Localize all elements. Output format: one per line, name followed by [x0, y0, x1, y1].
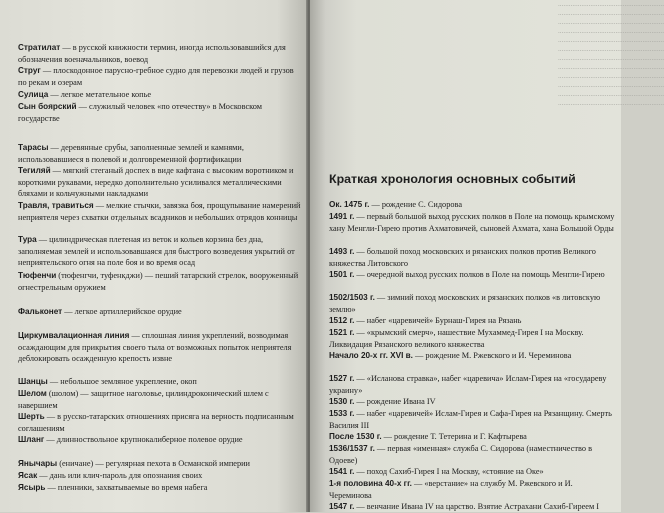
left-page — [0, 0, 308, 512]
chronology-event: 1512 г. — набег «царевичей» Бурнаш-Гирея на Рязань — [329, 316, 522, 325]
chronology-event: Ок. 1475 г. — рождение С. Сидорова — [329, 200, 462, 209]
chronology-event: 1547 г. — венчание Ивана IV на царство. Взятие Астрахани Сахиб-Гиреем I — [329, 502, 600, 511]
chronology-event: 1521 г. — «крымский смерч», нашествие Мухаммед-Гирея I на Москву. Ликвидация Рязанского великого княжества — [329, 328, 584, 349]
glossary-entry: Стратилат — в русской книжности термин, иногда использовавшийся для обозначения военачальников, воевод — [18, 43, 286, 64]
glossary-entry: Тегиляй — мягкий стеганый доспех в виде кафтана с высоким воротником и короткими рукавами, нередко дополнительно усиливался металлическими бляхами и кольчужными накладками — [18, 166, 294, 199]
glossary-entry: Шелом (шолом) — защитное наголовье, цилиндроконический шлем с навершием — [18, 389, 269, 410]
chronology-title: Краткая хронология основных событий — [329, 172, 576, 186]
chronology-event: 1-я половина 40-х гг. — «верстание» на службу М. Ржевского и И. Череминова — [329, 479, 573, 500]
chronology-event: 1533 г. — набег «царевичей» Ислам-Гирея и Сафа-Гирея на Рязанщину. Смерть Василия III — [329, 409, 612, 430]
chronology-event: 1541 г. — поход Сахиб-Гирея I на Москву, «стояние на Оке» — [329, 467, 544, 476]
glossary-entry: Шланг — длинноствольное крупнокалиберное полевое орудие — [18, 435, 243, 444]
glossary-entry: Сын боярский — служилый человек «по отечеству» в Московском государстве — [18, 102, 262, 123]
chronology-event: 1536/1537 г. — первая «именная» служба С. Сидорова (наместничество в Одоеве) — [329, 444, 593, 465]
bleed-through-text: ........................................................... ........................................................... ........................................................... ........................................................... ........................................................... ........................................................... ........................................................... ........................................................... ........................................................... ........................................................... ........................................................... ........................................................... — [558, 0, 664, 107]
chronology-event: После 1530 г. — рождение Т. Тетерина и Г. Кафтырева — [329, 432, 527, 441]
glossary-entry: Циркумвалационная линия — сплошная линия укреплений, возводимая осаждающим для прикрытия своего тыла от возможных попыток неприятеля деблокировать осажденную крепость извне — [18, 331, 292, 364]
glossary-entry: Ясак — дань или клич-пароль для опознания своих — [18, 471, 203, 480]
chronology-event: Начало 20-х гг. XVI в. — рождение М. Ржевского и И. Череминова — [329, 351, 572, 360]
right-page — [310, 0, 664, 512]
glossary-entry: Сулица — легкое метательное копье — [18, 90, 152, 99]
chronology-event: 1491 г. — первый большой выход русских полков в Поле на помощь крымскому хану Менгли-Гирею против Ахматовичей, сыновей Ахмата, хана Большой Орды — [329, 212, 615, 233]
glossary-entry: Струг — плоскодонное парусно-гребное судно для перевозки людей и грузов по рекам и озерам — [18, 66, 294, 87]
glossary-entry: Фальконет — легкое артиллерийское орудие — [18, 307, 182, 316]
chronology-event: 1501 г. — очередной выход русских полков в Поле на помощь Менгли-Гирею — [329, 270, 605, 279]
chronology-event: 1502/1503 г. — зимний поход московских и рязанских полков «в литовскую землю» — [329, 293, 601, 314]
chronology-event: 1493 г. — большой поход московских и рязанских полков против Великого княжества Литовского — [329, 247, 596, 268]
glossary-entry: Тюфенчи (тюфенгчи, туфенкджи) — пеший татарский стрелок, вооруженный огнестрельным оружием — [18, 271, 299, 292]
glossary-entry: Травля, травиться — мелкие стычки, завязка боя, прощупывание намерений неприятеля через схватки отдельных всадников и небольших отрядов конницы — [18, 201, 301, 222]
glossary-entry: Тарасы — деревянные срубы, заполненные землей и камнями, использовавшиеся в полевой и долговременной фортификации — [18, 143, 244, 164]
glossary-entry: Янычары (еничане) — регулярная пехота в Османской империи — [18, 459, 250, 468]
glossary-entry: Ясырь — пленники, захватываемые во время набега — [18, 483, 208, 492]
chronology-event: 1530 г. — рождение Ивана IV — [329, 397, 436, 406]
chronology-event: 1527 г. — «Исланова стравка», набег «царевича» Ислам-Гирея на «государеву украину» — [329, 374, 607, 395]
glossary-entry: Тура — цилиндрическая плетеная из веток и кольев корзина без дна, заполняемая землей и использовавшаяся для быстрого возведения укрытий от неприятельского огня на поле боя и во время осад — [18, 235, 295, 268]
glossary-entry: Шерть — в русско-татарских отношениях присяга на верность подписанным соглашениям — [18, 412, 294, 433]
glossary-entry: Шанцы — небольшое земляное укрепление, окоп — [18, 377, 197, 386]
